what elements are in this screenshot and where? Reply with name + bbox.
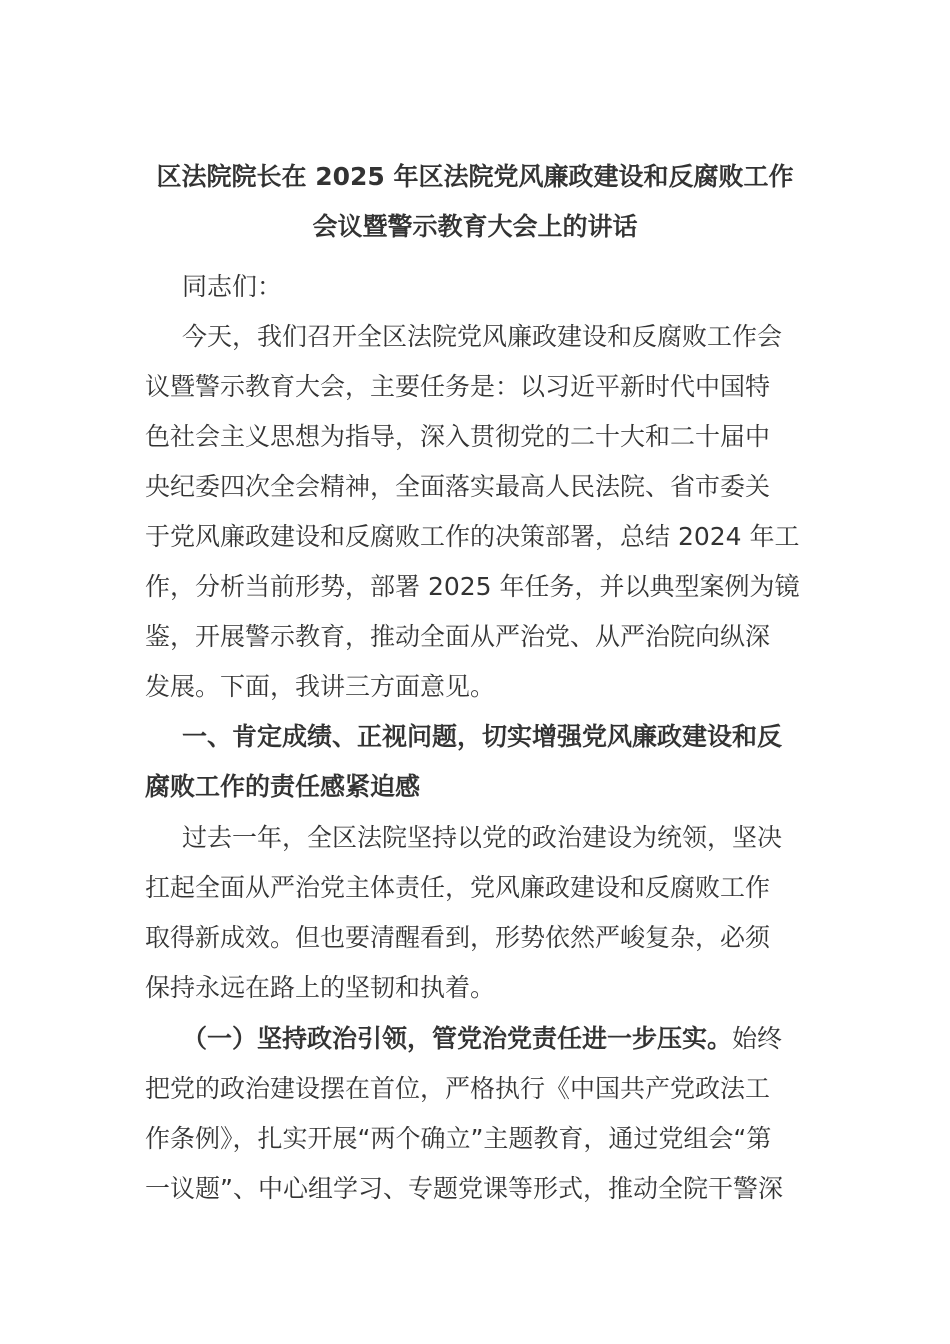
document-title-line-1: 区法院院长在 2025 年区法院党风廉政建设和反腐败工作 <box>156 162 794 191</box>
subsection-line: 作条例》，扎实开展“两个确立”主题教育，通过党组会“第 <box>145 1124 772 1153</box>
section-heading-line: 腐败工作的责任感紧迫感 <box>145 772 421 801</box>
intro-line: 发展。下面，我讲三方面意见。 <box>145 672 496 701</box>
section-heading-line: 一、肯定成绩、正视问题，切实增强党风廉政建设和反 <box>182 722 783 751</box>
intro-line: 作，分析当前形势，部署 2025 年任务，并以典型案例为镜 <box>145 572 800 601</box>
section-body-line: 取得新成效。但也要清醒看到，形势依然严峻复杂，必须 <box>145 923 771 952</box>
section-body-line: 过去一年，全区法院坚持以党的政治建设为统领，坚决 <box>182 823 783 852</box>
salutation: 同志们： <box>182 272 283 301</box>
subsection-first-line <box>182 1022 782 1056</box>
document-title-line-2: 会议暨警示教育大会上的讲话 <box>312 212 638 241</box>
subsection-lead-rest: 始终 <box>732 1024 783 1053</box>
intro-line: 鉴，开展警示教育，推动全面从严治党、从严治院向纵深 <box>145 622 771 651</box>
intro-line: 今天，我们召开全区法院党风廉政建设和反腐败工作会 <box>182 322 783 351</box>
subsection-line: 把党的政治建设摆在首位，严格执行《中国共产党政法工 <box>145 1074 771 1103</box>
subsection-lead: （一）坚持政治引领，管党治党责任进一步压实。 <box>182 1024 733 1053</box>
intro-line: 于党风廉政建设和反腐败工作的决策部署，总结 2024 年工 <box>145 522 800 551</box>
section-body-line: 保持永远在路上的坚韧和执着。 <box>145 973 496 1002</box>
intro-line: 央纪委四次全会精神，全面落实最高人民法院、省市委关 <box>145 472 771 501</box>
section-body-line: 扛起全面从严治党主体责任，党风廉政建设和反腐败工作 <box>145 873 771 902</box>
subsection-line: 一议题”、中心组学习、专题党课等形式，推动全院干警深 <box>145 1174 783 1203</box>
intro-line: 色社会主义思想为指导，深入贯彻党的二十大和二十届中 <box>145 422 771 451</box>
intro-line: 议暨警示教育大会，主要任务是：以习近平新时代中国特 <box>145 372 771 401</box>
